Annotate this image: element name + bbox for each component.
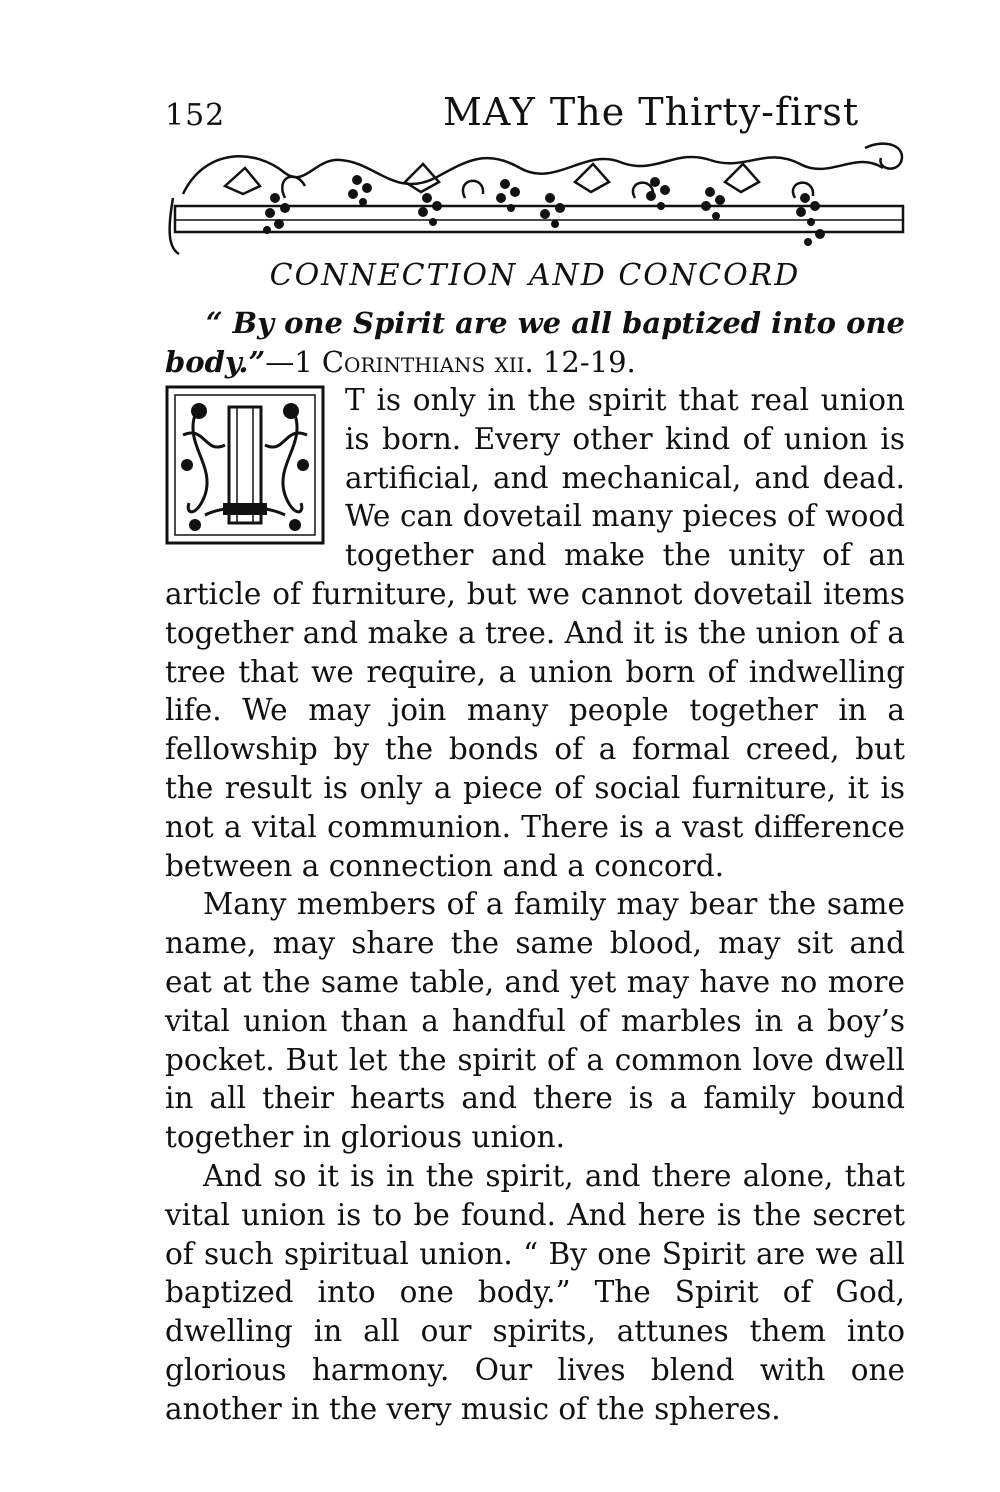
day-label: The Thirty-first <box>549 90 860 134</box>
month-label: MAY <box>443 90 536 134</box>
page-number: 152 <box>165 98 226 133</box>
epigraph <box>165 304 905 382</box>
paragraph-1: T is only in the spirit that real union is born. Every other kind of union is artificial, and mechanical, and dead. We can dovetail many pieces of wood together and make the unity of an article of furniture, but we cannot dovetail items together and make a tree. And it is the union of a tree that we require, a union born of indwelling life. We may join many people together in a fellowship by the bonds of a formal creed, but the result is only a piece of social furniture, it is not a vital communion. There is a vast difference between a connection and a concord. <box>165 383 905 883</box>
page-heading <box>443 90 859 134</box>
epigraph-quote-line-1: “ By one Spirit are we all baptized into one <box>205 306 905 340</box>
epigraph-quote-line-2: body.” <box>165 345 266 379</box>
paragraph-3: And so it is in the spirit, and there alone, that vital union is to be found. And here is the secret of such spiritual union. “ By one Spirit are we all baptized into one body.” The Spirit of God, dwelling in all our spirits, attunes them into glorious harmony. Our lives blend with one another in the very music of the spheres. <box>165 1158 905 1426</box>
illuminated-initial-i <box>165 385 325 545</box>
drop-cap-letter: I <box>244 400 246 401</box>
running-head <box>165 92 905 142</box>
paragraph-2: Many members of a family may bear the same name, may share the same blood, may sit and eat at the same table, and yet may have no more vital union than a handful of marbles in a boy’s pocket. But let the spirit of a common love dwell in all their hearts and there is a family bound together in glorious union. <box>165 887 905 1155</box>
body-text <box>165 381 905 1429</box>
grapevine-ornament <box>165 138 910 256</box>
section-title: CONNECTION AND CONCORD <box>269 258 801 293</box>
scripture-reference: —1 Corinthians xii. 12-19. <box>265 345 636 379</box>
